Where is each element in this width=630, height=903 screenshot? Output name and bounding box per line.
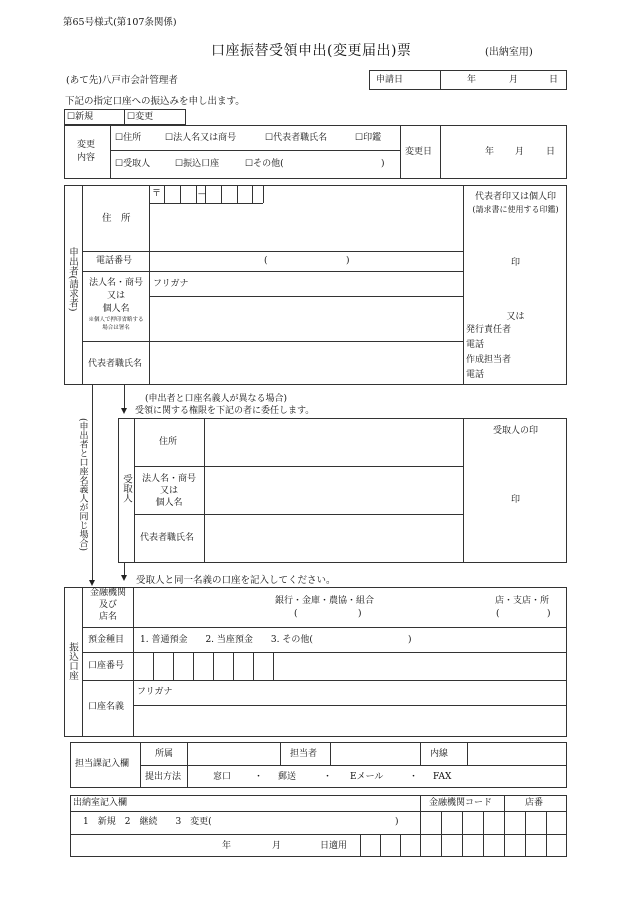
change-month: 月: [515, 147, 525, 157]
tel-label-1: 電話: [466, 340, 485, 350]
branch-types: 店・支店・所: [495, 596, 550, 606]
new-checkbox[interactable]: ☐新規: [67, 112, 94, 122]
person-label: 担当者: [290, 749, 318, 759]
deposit-type-options[interactable]: 1. 普通預金 2. 当座預金 3. その他(: [140, 635, 313, 645]
method-email: Eメール: [350, 772, 384, 782]
addressee: (あて先)八戸市会計管理者: [66, 75, 178, 86]
change-date-label: 変更日: [405, 147, 433, 157]
same-name-label: (申出者と口座名義人が同じ場合): [77, 418, 88, 552]
recipient-rep-label: 代表者職氏名: [140, 533, 195, 543]
change-other-close: ): [381, 159, 385, 169]
change-other-checkbox[interactable]: ☐その他(: [245, 159, 284, 169]
seal-mark: 印: [510, 258, 520, 268]
change-label-2: 内容: [77, 153, 96, 163]
change-checkbox[interactable]: ☐変更: [127, 112, 154, 122]
phone-label: 電話番号: [96, 256, 133, 266]
recipient-side-label: 受取人: [120, 474, 132, 503]
deposit-close: ): [408, 635, 412, 645]
name-note: ※個人で押印省略する: [88, 317, 144, 323]
form-number: 第65号様式(第107条関係): [63, 17, 177, 28]
app-month: 月: [509, 75, 519, 85]
delegation-note: 受領に関する権限を下記の者に委任します。: [135, 406, 315, 416]
account-side-label: 振込口座: [66, 642, 78, 680]
institution-label-3: 店名: [98, 612, 117, 622]
app-year: 年: [467, 75, 477, 85]
method-fax: FAX: [433, 772, 452, 782]
rep-label: 代表者職氏名: [88, 359, 143, 369]
corp-name-label: 法人名・商号: [88, 278, 143, 288]
recipient-seal-title: 受取人の印: [492, 426, 538, 436]
department-label: 担当課記入欄: [75, 759, 130, 769]
institution-label-2: 及び: [98, 600, 117, 610]
method-counter: 窓口: [213, 772, 232, 782]
deposit-type-label: 預金種目: [88, 635, 125, 645]
change-account-checkbox[interactable]: ☐振込口座: [175, 159, 220, 169]
change-day: 日: [546, 147, 556, 157]
extension-label: 内線: [430, 749, 449, 759]
or-label: 又は: [506, 312, 525, 322]
app-day: 日: [549, 75, 559, 85]
phone-paren-close: ): [346, 256, 350, 266]
office-section-label: 出納室記入欄: [73, 798, 128, 808]
office-status-close: ): [395, 817, 399, 827]
method-label: 提出方法: [145, 772, 182, 782]
recipient-address-label: 住所: [159, 437, 178, 447]
recipient-seal-mark: 印: [510, 495, 520, 505]
account-holder-label: 口座名義: [88, 702, 125, 712]
application-date-label: 申請日: [376, 75, 404, 85]
branch-paren-open: (: [496, 609, 500, 619]
branch-number-label: 店番: [525, 798, 544, 808]
change-address-checkbox[interactable]: ☐住所: [115, 133, 142, 143]
account-note: 受取人と同一名義の口座を記入してください。: [136, 575, 336, 586]
branch-paren-close: ): [547, 609, 551, 619]
different-name-note: (申出者と口座名義人が異なる場合): [145, 394, 288, 404]
corp-name-label-2: 又は: [106, 291, 125, 301]
account-section: [64, 587, 567, 737]
change-label: 変更: [77, 140, 96, 150]
bank-paren-close: ): [358, 609, 362, 619]
recipient-name-label: 法人名・商号: [141, 474, 196, 484]
method-sep-1: ・: [254, 772, 264, 782]
corp-name-label-3: 個人名: [102, 304, 130, 314]
seal-title: 代表者印又は個人印: [474, 192, 556, 202]
method-mail: 郵送: [278, 772, 297, 782]
form-title: 口座振替受領申出(変更届出)票: [211, 43, 412, 59]
change-year: 年: [485, 147, 495, 157]
applicant-side-label: 申出者(請求者): [66, 247, 78, 312]
seal-title-2: (請求書に使用する印鑑): [472, 205, 559, 214]
holder-furigana-label: フリガナ: [137, 687, 173, 697]
recipient-name-label-3: 個人名: [155, 498, 183, 508]
phone-paren-open: (: [264, 256, 268, 266]
bank-paren-open: (: [294, 609, 298, 619]
institution-label: 金融機関: [89, 588, 126, 598]
change-rep-checkbox[interactable]: ☐代表者職氏名: [265, 133, 328, 143]
postal-dash: —: [198, 189, 206, 198]
recipient-name-label-2: 又は: [159, 486, 178, 496]
apply-date-label: 日適用: [320, 841, 348, 851]
office-year: 年: [222, 841, 232, 851]
institution-code-label: 金融機関コード: [429, 798, 493, 808]
office-use-label: (出納室用): [485, 47, 533, 58]
account-number-label: 口座番号: [88, 661, 125, 671]
furigana-label: フリガナ: [153, 279, 189, 289]
postal-mark: 〒: [152, 189, 162, 199]
change-seal-checkbox[interactable]: ☐印鑑: [355, 133, 382, 143]
method-sep-2: ・: [323, 772, 333, 782]
intro-text: 下記の指定口座への振込みを申し出ます。: [65, 96, 245, 107]
name-note-2: 場合は署名: [102, 325, 130, 331]
preparer-label: 作成担当者: [466, 355, 512, 365]
affiliation-label: 所属: [155, 749, 174, 759]
bank-types: 銀行・金庫・農協・組合: [275, 596, 375, 606]
change-recipient-checkbox[interactable]: ☐受取人: [115, 159, 151, 169]
method-sep-3: ・: [409, 772, 419, 782]
change-name-checkbox[interactable]: ☐法人名又は商号: [165, 133, 237, 143]
address-label: 住 所: [102, 213, 131, 224]
office-month: 月: [272, 841, 282, 851]
tel-label-2: 電話: [466, 370, 485, 380]
responsible-label: 発行責任者: [466, 325, 512, 335]
office-status-options[interactable]: 1 新規 2 継続 3 変更(: [83, 817, 212, 827]
